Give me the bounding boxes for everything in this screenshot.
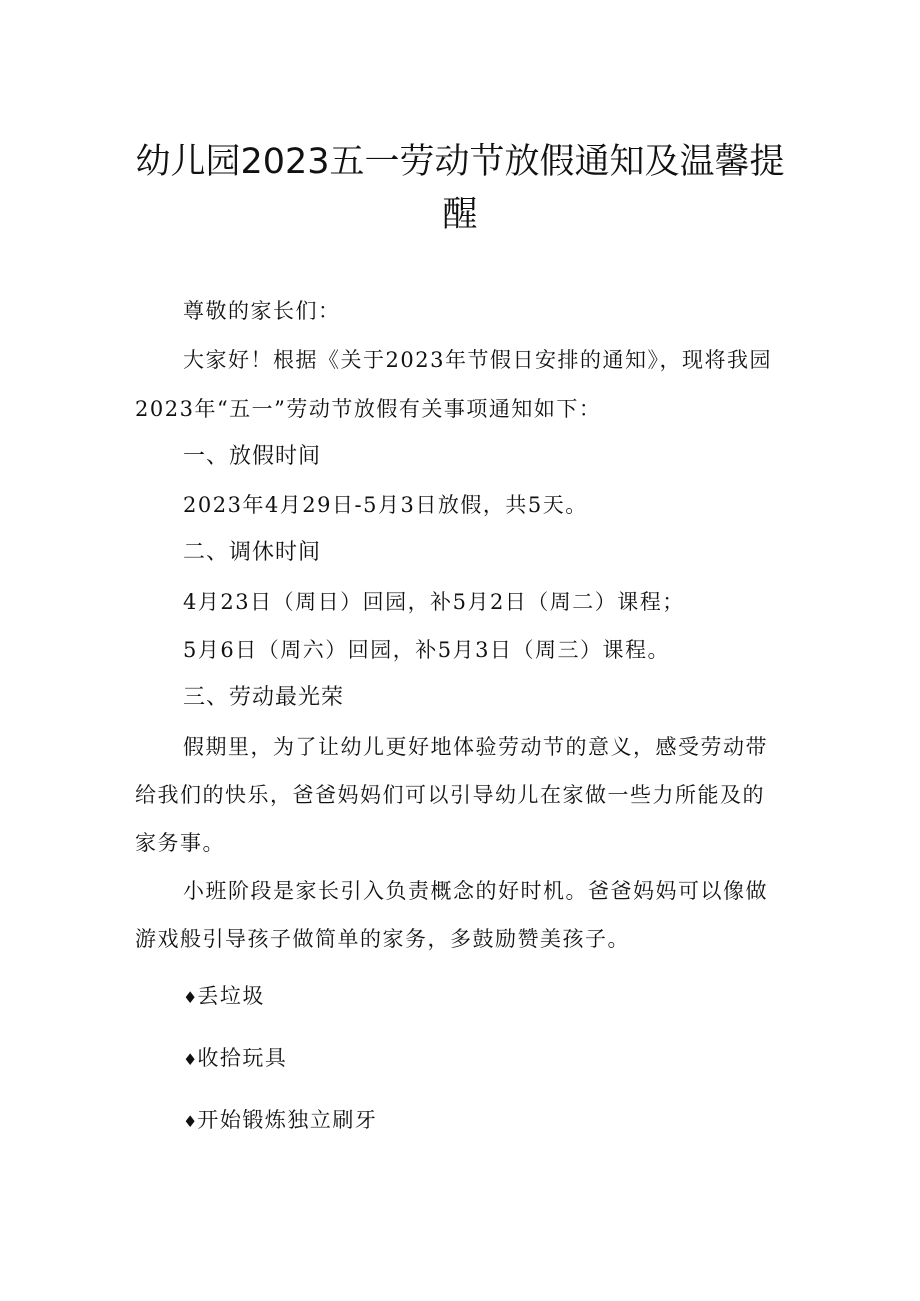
diamond-bullet-icon: ♦ [183,1112,198,1131]
title-line-1: 幼儿园2023五一劳动节放假通知及温馨提 [135,142,785,182]
section-2-heading: 二、调休时间 [183,540,322,565]
intro-line-2: 2023年“五一”劳动节放假有关事项通知如下： [135,397,602,421]
bullet-text: 丢垃圾 [197,984,265,1008]
section-2-line-1: 4月23日（周日）回园，补5月2日（周二）课程； [183,590,685,614]
section-1-heading: 一、放假时间 [183,444,322,469]
bullet-text: 收拾玩具 [197,1046,288,1070]
bullet-item [183,1105,843,1137]
paragraph-1-line-3: 家务事。 [135,831,225,855]
intro-line-1: 大家好！根据《关于2023年节假日安排的通知》，现将我园 [183,348,772,372]
document-title [110,136,810,242]
section-1-text: 2023年4月29日-5月3日放假，共5天。 [183,493,588,517]
section-3-heading: 三、劳动最光荣 [183,685,345,710]
bullet-text: 开始锻炼独立刷牙 [197,1108,378,1132]
bullet-item [183,1043,843,1075]
bullet-item [183,981,843,1013]
paragraph-2-line-1: 小班阶段是家长引入负责概念的好时机。爸爸妈妈可以像做 [183,879,768,903]
salutation: 尊敬的家长们： [183,299,341,323]
diamond-bullet-icon: ♦ [183,1050,198,1069]
paragraph-2-line-2: 游戏般引导孩子做简单的家务，多鼓励赞美孩子。 [135,927,630,951]
section-2-line-2: 5月6日（周六）回园，补5月3日（周三）课程。 [183,638,670,662]
diamond-bullet-icon: ♦ [183,988,198,1007]
paragraph-1-line-1: 假期里，为了让幼儿更好地体验劳动节的意义，感受劳动带 [183,735,768,759]
paragraph-1-line-2: 给我们的快乐，爸爸妈妈们可以引导幼儿在家做一些力所能及的 [135,783,765,807]
title-line-2: 醒 [442,195,478,235]
